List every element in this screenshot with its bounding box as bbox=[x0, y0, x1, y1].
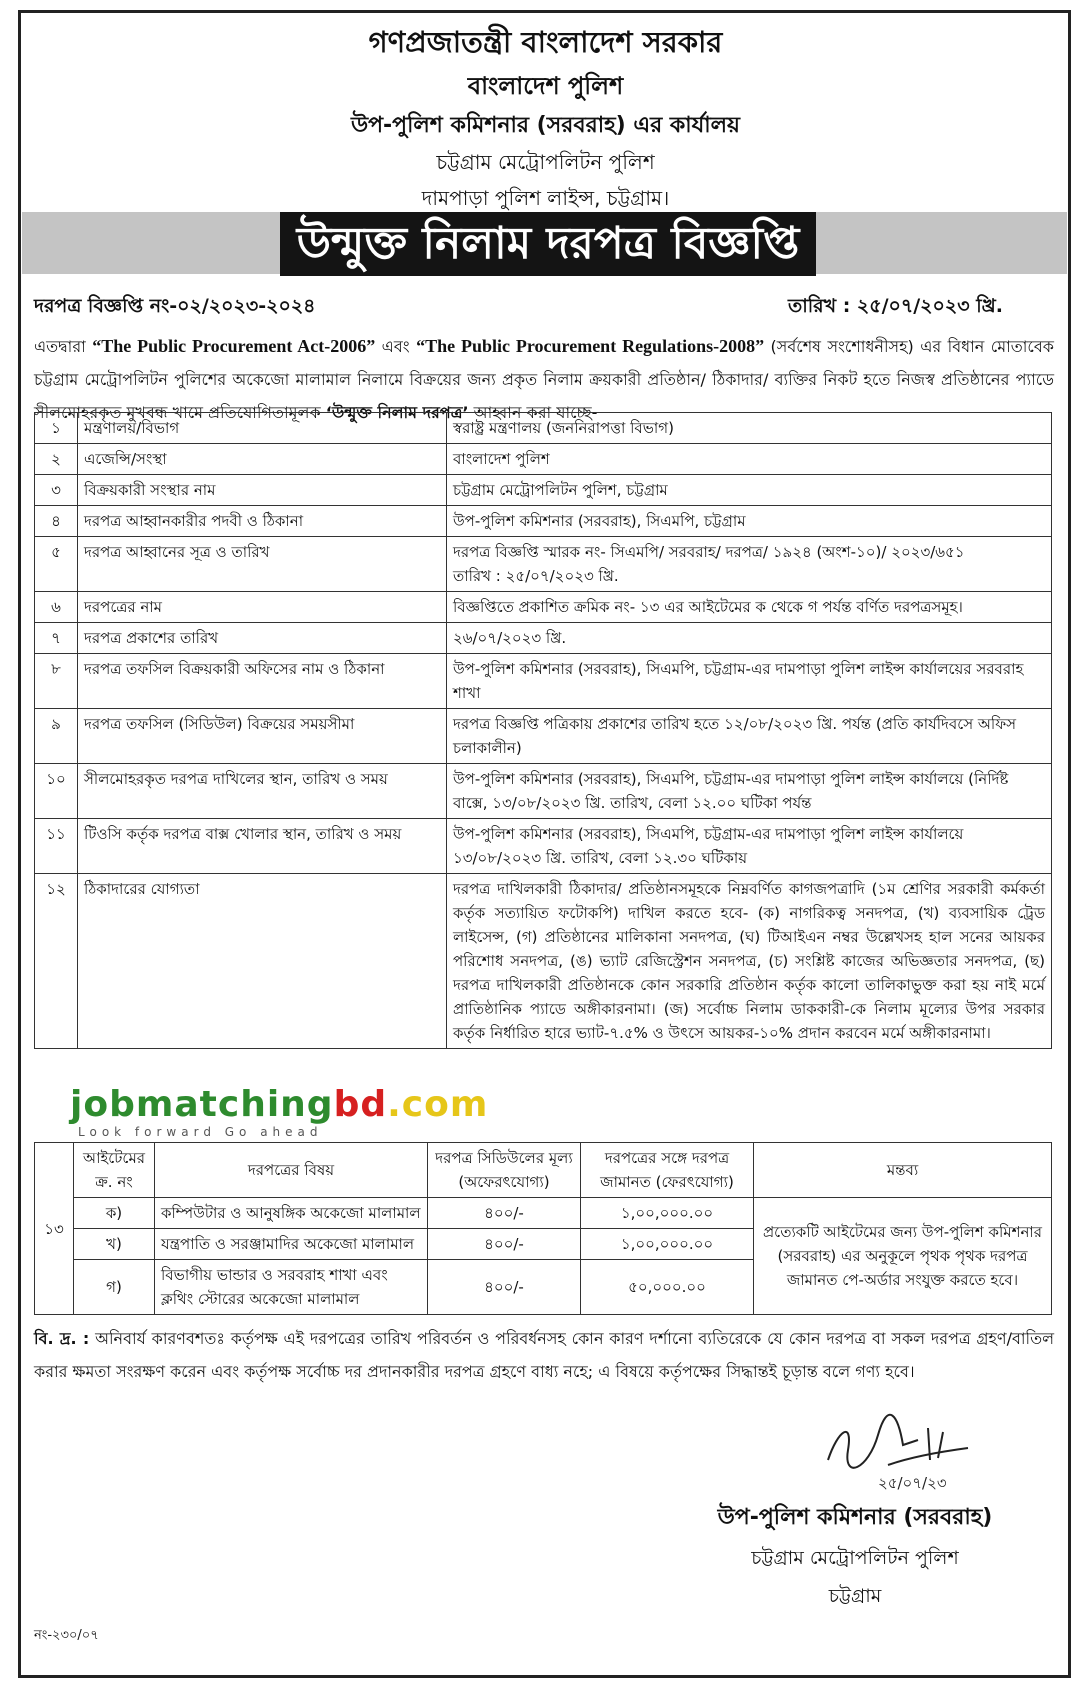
detail-label: টিওসি কর্তৃক দরপত্র বাক্স খোলার স্থান, তারিখ ও সময় bbox=[78, 819, 447, 874]
detail-value: দরপত্র বিজ্ঞপ্তি স্মারক নং- সিএমপি/ সরবরাহ/ দরপত্র/ ১৯২৪ (অংশ-১০)/ ২০২৩/৬৫১ তারিখ : ২৫/০৭/২০২৩ খ্রি. bbox=[447, 537, 1052, 592]
detail-row bbox=[35, 819, 1052, 874]
items-header-price: দরপত্র সিডিউলের মূল্য (অফেরৎযোগ্য) bbox=[428, 1143, 581, 1198]
tender-details-table bbox=[34, 412, 1052, 1049]
government-heading: গণপ্রজাতন্ত্রী বাংলাদেশ সরকার bbox=[368, 25, 723, 59]
item-row-number: ১৩ bbox=[35, 1143, 74, 1315]
office-heading: উপ-পুলিশ কমিশনার (সরবরাহ) এর কার্যালয় bbox=[350, 113, 741, 138]
intro-paragraph: এতদ্বারা “The Public Procurement Act-2006” এবং “The Public Procurement Regulations-2008” (সর্বশেষ সংশোধনীসহ) এর বিধান মোতাবেক চট্টগ্রাম মেট্রোপলিটন পুলিশের অকেজো মালামাল নিলামে বিক্রয়ের জন্য প্রকৃত নিলাম ক্রয়কারী প্রতিষ্ঠান/ ঠিকাদার/ ব্যক্তির নিকট হতে নিজস্ব প্রতিষ্ঠানের প্যাডে সীলমোহরকৃত মুখবন্ধ খামে প্রতিযোগিতামূলক ‘উন্মুক্ত নিলাম দরপত্র’ আহ্বান করা যাচ্ছে- bbox=[34, 336, 1054, 422]
items-table bbox=[34, 1142, 1052, 1315]
detail-label: দরপত্র তফসিল (সিডিউল) বিক্রয়ের সময়সীমা bbox=[78, 709, 447, 764]
signature-scribble bbox=[808, 1410, 998, 1494]
detail-label: এজেন্সি/সংস্থা bbox=[78, 444, 447, 475]
detail-row bbox=[35, 654, 1052, 709]
detail-row bbox=[35, 623, 1052, 654]
detail-label: দরপত্র আহ্বানের সূত্র ও তারিখ bbox=[78, 537, 447, 592]
tender-number: দরপত্র বিজ্ঞপ্তি নং-০২/২০২৩-২০২৪ bbox=[34, 295, 316, 317]
signature-date: ২৫/০৭/২৩ bbox=[878, 1474, 947, 1492]
memo-number: নং-২৩০/০৭ bbox=[34, 1628, 99, 1643]
items-header-code: আইটেমের ক্র. নং bbox=[74, 1143, 155, 1198]
detail-value: চট্টগ্রাম মেট্রোপলিটন পুলিশ, চট্টগ্রাম bbox=[447, 475, 1052, 506]
detail-value: উপ-পুলিশ কমিশনার (সরবরাহ), সিএমপি, চট্টগ্রাম-এর দামপাড়া পুলিশ লাইন্স কার্যালয়ের সরবরাহ শাখা bbox=[447, 654, 1052, 709]
item-code: খ) bbox=[74, 1229, 155, 1260]
detail-row bbox=[35, 475, 1052, 506]
detail-value: উপ-পুলিশ কমিশনার (সরবরাহ), সিএমপি, চট্টগ্রাম bbox=[447, 506, 1052, 537]
item-code: গ) bbox=[74, 1260, 155, 1315]
detail-value: বিজ্ঞপ্তিতে প্রকাশিত ক্রমিক নং- ১৩ এর আইটেমের ক থেকে গ পর্যন্ত বর্ণিত দরপত্রসমূহ। bbox=[447, 592, 1052, 623]
item-code: ক) bbox=[74, 1198, 155, 1229]
note-text: অনিবার্য কারণবশতঃ কর্তৃপক্ষ এই দরপত্রের তারিখ পরিবর্তন ও পরিবর্ধনসহ কোন কারণ দর্শানো ব্যতিরেকে যে কোন দরপত্র বা সকল দরপত্র গ্রহণ/বাতিল করার ক্ষমতা সংরক্ষণ করেন এবং কর্তৃপক্ষ সর্বোচ্চ দর প্রদানকারীর দরপত্র গ্রহণে বাধ্য নহে; এ বিষয়ে কর্তৃপক্ষের সিদ্ধান্তই চূড়ান্ত বলে গণ্য হবে। bbox=[34, 1329, 1055, 1381]
detail-row bbox=[35, 537, 1052, 592]
detail-number: ৮ bbox=[35, 654, 78, 709]
item-price: ৪০০/- bbox=[428, 1198, 581, 1229]
signatory-city: চট্টগ্রাম bbox=[828, 1585, 882, 1607]
item-price: ৪০০/- bbox=[428, 1260, 581, 1315]
detail-label: বিক্রয়কারী সংস্থার নাম bbox=[78, 475, 447, 506]
detail-label: দরপত্র প্রকাশের তারিখ bbox=[78, 623, 447, 654]
detail-number: ১১ bbox=[35, 819, 78, 874]
detail-row bbox=[35, 592, 1052, 623]
item-deposit: ৫০,০০০.০০ bbox=[581, 1260, 754, 1315]
detail-label: ঠিকাদারের যোগ্যতা bbox=[78, 874, 447, 1049]
detail-label: দরপত্র তফসিল বিক্রয়কারী অফিসের নাম ও ঠিকানা bbox=[78, 654, 447, 709]
detail-number: ১ bbox=[35, 413, 78, 444]
items-header-remark: মন্তব্য bbox=[754, 1143, 1052, 1198]
items-header-deposit: দরপত্রের সঙ্গে দরপত্র জামানত (ফেরৎযোগ্য) bbox=[581, 1143, 754, 1198]
detail-number: ৩ bbox=[35, 475, 78, 506]
signatory-title: উপ-পুলিশ কমিশনার (সরবরাহ) bbox=[717, 1505, 993, 1530]
detail-number: ৪ bbox=[35, 506, 78, 537]
police-heading: বাংলাদেশ পুলিশ bbox=[467, 72, 624, 100]
note-paragraph bbox=[34, 1322, 1054, 1388]
detail-number: ৯ bbox=[35, 709, 78, 764]
note-prefix: বি. দ্র. : bbox=[34, 1329, 90, 1348]
detail-row bbox=[35, 413, 1052, 444]
detail-row bbox=[35, 506, 1052, 537]
watermark-tagline: Look forward Go ahead bbox=[78, 1125, 323, 1139]
item-subject: কম্পিউটার ও আনুষঙ্গিক অকেজো মালামাল bbox=[155, 1198, 428, 1229]
detail-number: ৬ bbox=[35, 592, 78, 623]
item-subject: বিভাগীয় ভান্ডার ও সরবরাহ শাখা এবং ক্লথিং স্টোরের অকেজো মালামাল bbox=[155, 1260, 428, 1315]
detail-label: মন্ত্রণালয়/বিভাগ bbox=[78, 413, 447, 444]
detail-row bbox=[35, 874, 1052, 1049]
detail-row bbox=[35, 709, 1052, 764]
detail-value: দরপত্র বিজ্ঞপ্তি পত্রিকায় প্রকাশের তারিখ হতে ১২/০৮/২০২৩ খ্রি. পর্যন্ত (প্রতি কার্যদিবসে অফিস চলাকালীন) bbox=[447, 709, 1052, 764]
detail-label: সীলমোহরকৃত দরপত্র দাখিলের স্থান, তারিখ ও সময় bbox=[78, 764, 447, 819]
tender-date: তারিখ : ২৫/০৭/২০২৩ খ্রি. bbox=[787, 295, 1003, 317]
detail-number: ১০ bbox=[35, 764, 78, 819]
detail-label: দরপত্রের নাম bbox=[78, 592, 447, 623]
detail-number: ১২ bbox=[35, 874, 78, 1049]
signatory-org: চট্টগ্রাম মেট্রোপলিটন পুলিশ bbox=[751, 1547, 959, 1569]
detail-value: ২৬/০৭/২০২৩ খ্রি. bbox=[447, 623, 1052, 654]
item-price: ৪০০/- bbox=[428, 1229, 581, 1260]
detail-number: ৭ bbox=[35, 623, 78, 654]
item-deposit: ১,০০,০০০.০০ bbox=[581, 1198, 754, 1229]
metro-police-heading: চট্টগ্রাম মেট্রোপলিটন পুলিশ bbox=[436, 150, 655, 174]
detail-row bbox=[35, 444, 1052, 475]
detail-number: ২ bbox=[35, 444, 78, 475]
item-remark: প্রত্যেকটি আইটেমের জন্য উপ-পুলিশ কমিশনার (সরবরাহ) এর অনুকূলে পৃথক পৃথক দরপত্র জামানত পে-অর্ডার সংযুক্ত করতে হবে। bbox=[754, 1198, 1052, 1315]
address-heading: দামপাড়া পুলিশ লাইন্স, চট্টগ্রাম। bbox=[421, 186, 670, 210]
item-subject: যন্ত্রপাতি ও সরঞ্জামাদির অকেজো মালামাল bbox=[155, 1229, 428, 1260]
watermark-logo: jobmatchingbd.com Look forward Go ahead bbox=[70, 1084, 489, 1139]
notice-title: উন্মুক্ত নিলাম দরপত্র বিজ্ঞপ্তি bbox=[280, 212, 816, 276]
detail-value: উপ-পুলিশ কমিশনার (সরবরাহ), সিএমপি, চট্টগ্রাম-এর দামপাড়া পুলিশ লাইন্স কার্যালয়ে ১৩/০৮/২০২৩ খ্রি. তারিখ, বেলা ১২.৩০ ঘটিকায় bbox=[447, 819, 1052, 874]
detail-row bbox=[35, 764, 1052, 819]
detail-value: স্বরাষ্ট্র মন্ত্রণালয় (জননিরাপত্তা বিভাগ) bbox=[447, 413, 1052, 444]
items-header-subject: দরপত্রের বিষয় bbox=[155, 1143, 428, 1198]
detail-number: ৫ bbox=[35, 537, 78, 592]
detail-value: বাংলাদেশ পুলিশ bbox=[447, 444, 1052, 475]
detail-value: দরপত্র দাখিলকারী ঠিকাদার/ প্রতিষ্ঠানসমূহকে নিম্নবর্ণিত কাগজপত্রাদি (১ম শ্রেণির সরকারী কর্মকর্তা কর্তৃক সত্যায়িত ফটোকপি) দাখিল করতে হবে- (ক) নাগরিকত্ব সনদপত্র, (খ) ব্যবসায়িক ট্রেড লাইসেন্স, (গ) প্রতিষ্ঠানের মালিকানা সনদপত্র, (ঘ) টিআইএন নম্বর উল্লেখসহ হাল সনের আয়কর পরিশোধ সনদপত্র, (ঙ) ভ্যাট রেজিস্ট্রেশন সনদপত্র, (চ) সংশ্লিষ্ট কাজের অভিজ্ঞতার সনদপত্র, (ছ) দরপত্র দাখিলকারী প্রতিষ্ঠানকে কোন সরকারি প্রতিষ্ঠান কর্তৃক কালো তালিকাভুক্ত করা হয় নাই মর্মে প্রাতিষ্ঠানিক প্যাডে অঙ্গীকারনামা। (জ) সর্বোচ্চ নিলাম ডাককারী-কে নিলাম মূল্যের উপর সরকার কর্তৃক নির্ধারিত হারে ভ্যাট-৭.৫% ও উৎসে আয়কর-১০% প্রদান করবেন মর্মে অঙ্গীকারনামা। bbox=[447, 874, 1052, 1049]
detail-label: দরপত্র আহ্বানকারীর পদবী ও ঠিকানা bbox=[78, 506, 447, 537]
item-deposit: ১,০০,০০০.০০ bbox=[581, 1229, 754, 1260]
detail-value: উপ-পুলিশ কমিশনার (সরবরাহ), সিএমপি, চট্টগ্রাম-এর দামপাড়া পুলিশ লাইন্স কার্যালয়ে (নির্দিষ্ট বাক্সে, ১৩/০৮/২০২৩ খ্রি. তারিখ, বেলা ১২.০০ ঘটিকা পর্যন্ত bbox=[447, 764, 1052, 819]
